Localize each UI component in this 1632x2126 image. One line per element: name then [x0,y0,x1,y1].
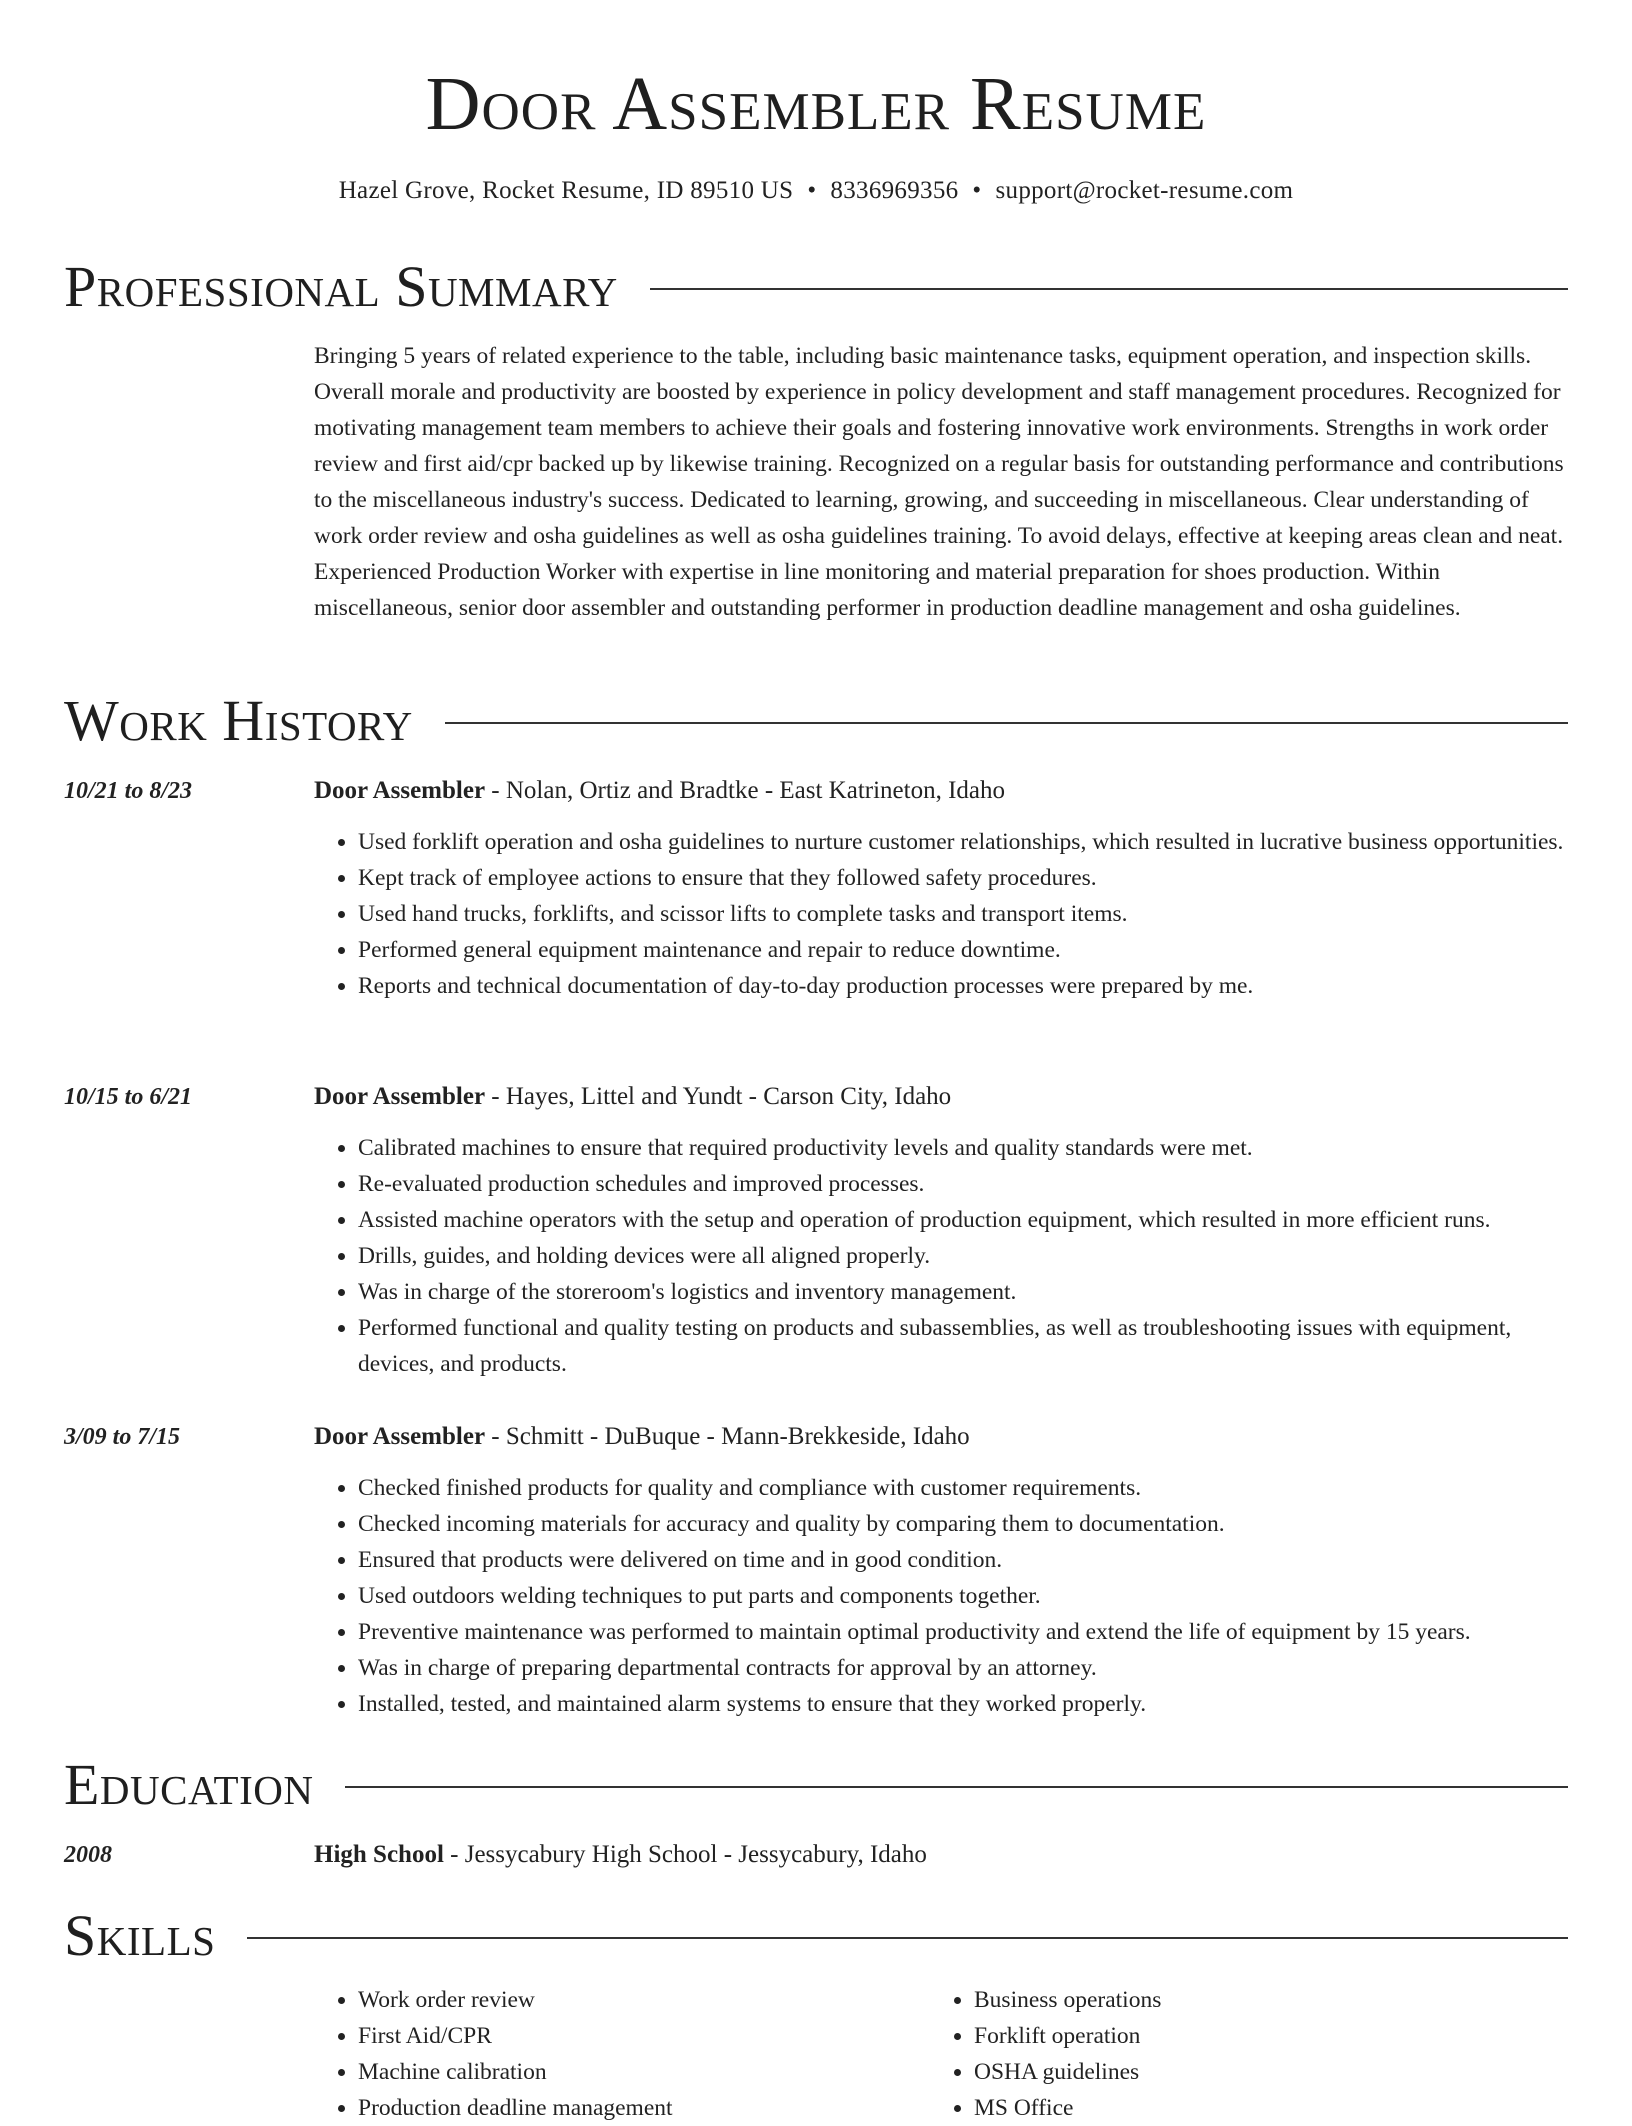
list-item: • Preventive maintenance was performed to maintain optimal productivity and extend the life of equipment by 15 years. [358,1614,1568,1650]
job-title: Door Assembler [314,777,486,804]
job-bullets [314,1130,1568,1382]
phone-number[interactable]: 8336969356 [830,177,959,204]
skills-list [314,1982,1570,2126]
list-item: • Performed general equipment maintenance and repair to reduce downtime. [358,932,1568,968]
job-title-line [314,1080,1568,1114]
skill-item: • MS Office [974,2090,1546,2126]
address: Hazel Grove, Rocket Resume, ID 89510 US [338,177,794,204]
section-divider [345,1786,1568,1788]
list-item: • Was in charge of preparing departmental contracts for approval by an attorney. [358,1650,1568,1686]
email-link[interactable]: support@rocket-resume.com [995,177,1294,204]
summary-section-header [64,254,1568,320]
section-title: Education [64,1752,314,1817]
list-item: • Ensured that products were delivered on time and in good condition. [358,1542,1568,1578]
list-item: • Used outdoors welding techniques to put parts and components together. [358,1578,1568,1614]
list-item: • Reports and technical documentation of day-to-day production processes were prepared by me. [358,968,1568,1004]
list-item: • Drills, guides, and holding devices were all aligned properly. [358,1238,1568,1274]
job-entry [64,1420,1568,1722]
education-section-header [64,1752,1568,1818]
list-item: • Calibrated machines to ensure that required productivity levels and quality standards were met. [358,1130,1568,1166]
job-bullets [314,1470,1568,1722]
list-item: • Performed functional and quality testing on products and subassemblies, as well as troubleshooting issues with equipment, devices, and products. [358,1310,1568,1382]
separator: • [807,177,817,204]
job-bullets [314,824,1568,1004]
education-degree: High School [314,1841,444,1868]
list-item: • Kept track of employee actions to ensure that they followed safety procedures. [358,860,1568,896]
list-item: • Used forklift operation and osha guidelines to nurture customer relationships, which resulted in lucrative business opportunities. [358,824,1568,860]
resume-title: Door Assembler Resume [425,62,1207,146]
job-employer: - Hayes, Littel and Yundt - Carson City, Idaho [485,1083,952,1110]
separator: • [972,177,982,204]
job-dates: 10/21 to 8/23 [64,778,193,804]
job-dates: 10/15 to 6/21 [64,1084,193,1110]
list-item: • Assisted machine operators with the setup and operation of production equipment, which resulted in more efficient runs. [358,1202,1568,1238]
job-title: Door Assembler [314,1083,486,1110]
job-entry [64,1080,1568,1382]
section-title: Skills [64,1903,216,1968]
skills-section-header [64,1903,1568,1969]
section-divider [650,288,1568,290]
skills-column-left [314,1982,930,2126]
list-item: • Used hand trucks, forklifts, and scissor lifts to complete tasks and transport items. [358,896,1568,932]
education-entry [64,1838,1568,1872]
skill-item: • Work order review [358,1982,930,2018]
education-year: 2008 [64,1842,112,1868]
education-school: - Jessycabury High School - Jessycabury, Idaho [443,1841,927,1868]
job-employer: - Schmitt - DuBuque - Mann-Brekkeside, Idaho [485,1423,970,1450]
skill-item: • Forklift operation [974,2018,1546,2054]
list-item: • Installed, tested, and maintained alarm systems to ensure that they worked properly. [358,1686,1568,1722]
job-entry [64,774,1568,1004]
professional-summary: Bringing 5 years of related experience to the table, including basic maintenance tasks, equipment operation, and inspection skills. Overall morale and productivity are boosted by experience in policy development and staff management procedures. Recognized for motivating management team members to achieve their goals and fostering innovative work environments. Strengths in work order review and first aid/cpr backed up by likewise training. Recognized on a regular basis for outstanding performance and contributions to the miscellaneous industry's success. Dedicated to learning, growing, and succeeding in miscellaneous. Clear understanding of work order review and osha guidelines as well as osha guidelines training. To avoid delays, effective at keeping areas clean and neat. Experienced Production Worker with expertise in line monitoring and material preparation for shoes production. Within miscellaneous, senior door assembler and outstanding performer in production deadline management and osha guidelines. [314,343,1564,621]
skill-item: • Business operations [974,1982,1546,2018]
skill-item: • Machine calibration [358,2054,930,2090]
section-divider [247,1937,1568,1939]
list-item: • Re-evaluated production schedules and improved processes. [358,1166,1568,1202]
skills-column-right [930,1982,1546,2126]
list-item: • Was in charge of the storeroom's logistics and inventory management. [358,1274,1568,1310]
skill-item: • First Aid/CPR [358,2018,930,2054]
section-title: Work History [64,688,413,753]
section-title: Professional Summary [64,254,618,319]
job-employer: - Nolan, Ortiz and Bradtke - East Katrineton, Idaho [485,777,1006,804]
education-line [314,1838,1568,1872]
list-item: • Checked incoming materials for accuracy and quality by comparing them to documentation. [358,1506,1568,1542]
job-dates: 3/09 to 7/15 [64,1424,181,1450]
contact-line [0,174,1632,208]
job-title-line [314,1420,1568,1454]
job-title-line [314,774,1568,808]
skill-item: • OSHA guidelines [974,2054,1546,2090]
job-title: Door Assembler [314,1423,486,1450]
skill-item: • Production deadline management [358,2090,930,2126]
list-item: • Checked finished products for quality and compliance with customer requirements. [358,1470,1568,1506]
work-history-section-header [64,688,1568,754]
section-divider [445,722,1568,724]
